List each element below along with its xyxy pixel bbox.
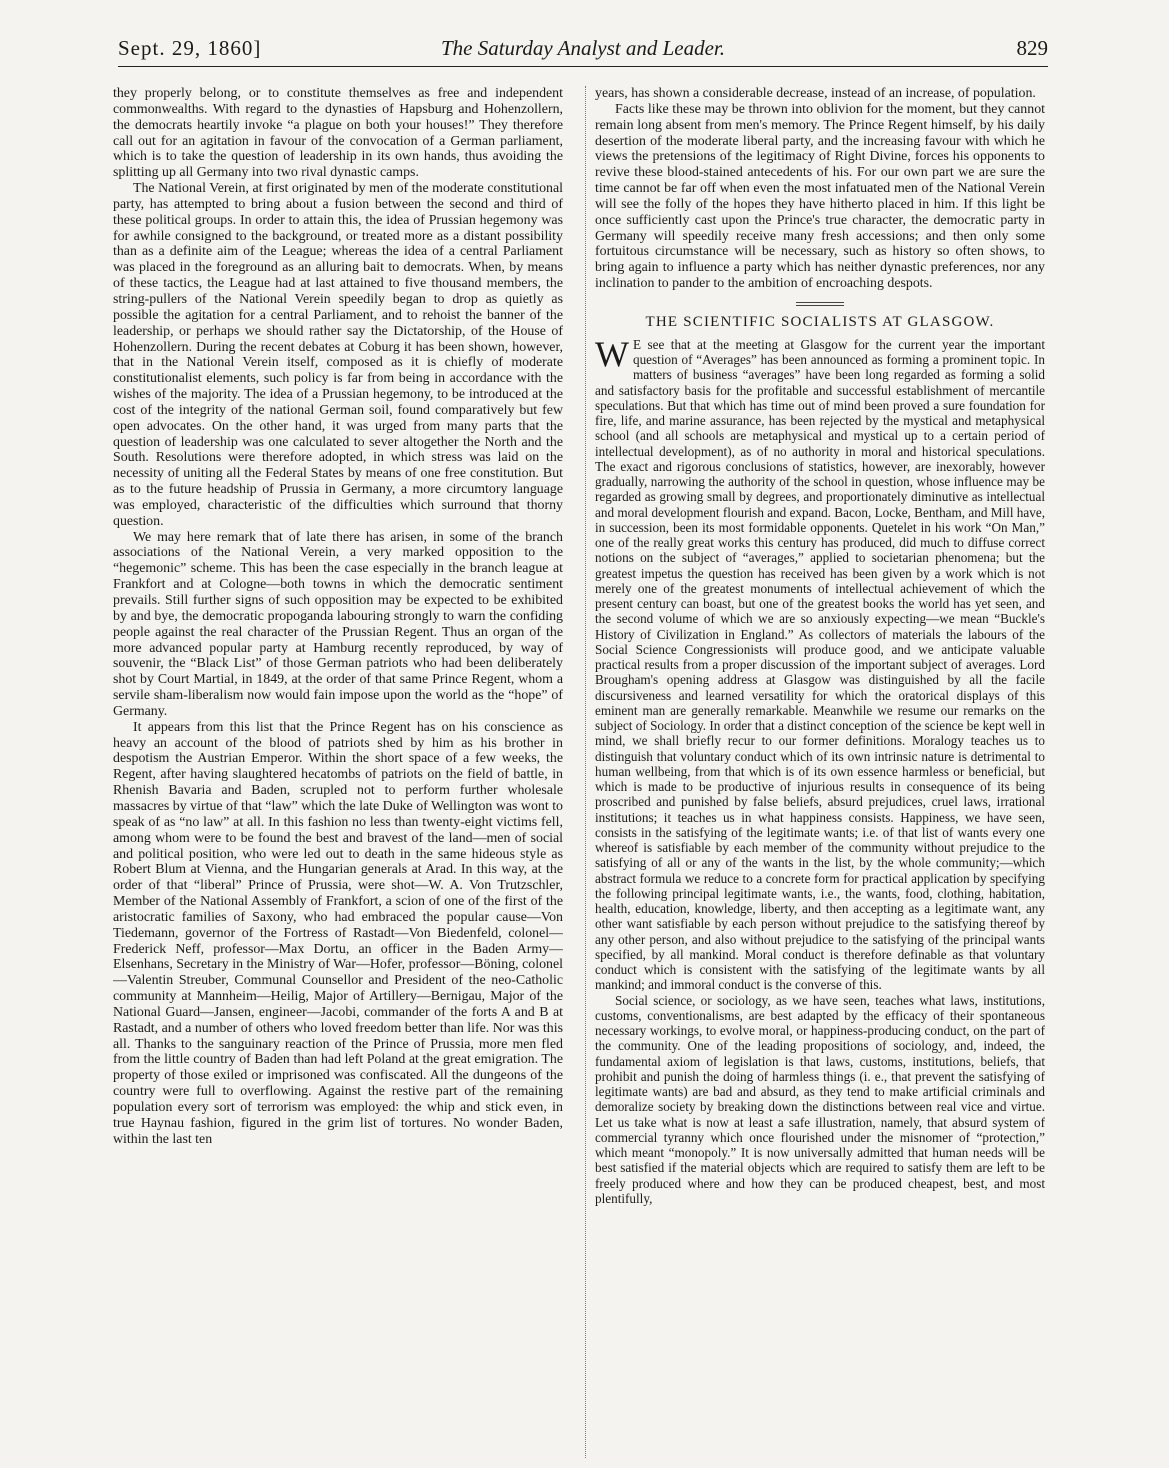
section-divider [796, 302, 844, 306]
paragraph: Social science, or sociology, as we have seen, teaches what laws, institutions, customs, conventionalisms, are best adapted by the efficacy of their spontaneous necessary workings, to evolve moral, or happiness-producing conduct, on the part of the community. One of the leading propositions of sociology, and, indeed, the fundamental axiom of legislation is that laws, customs, institutions, beliefs, that prohibit and punish the doing of harmless things (i. e., that prevent the satisfying of legitimate wants) are bad and absurd, as they tend to make artificial criminals and demoralize society by breaking down the distinctions between real vice and virtue. Let us take what is now at least a safe illustration, namely, that absurd system of commercial tyranny which once flourished under the misnomer of “protection,” which meant “monopoly.” It is now universally admitted that human needs will be best satisfied if the material objects which are required to satisfy them are left to be freely produced where and how they can be produced cheapest, best, and most plentifully, [595, 992, 1045, 1206]
publication-title: The Saturday Analyst and Leader. [440, 36, 726, 60]
paragraph: Facts like these may be thrown into oblivion for the moment, but they cannot remain long absent from men's memory. The Prince Regent himself, by his daily desertion of the moderate liberal party, and the increasing favour with which he views the pretensions of the legitimacy of Right Divine, forces his opponents to revive these blood-stained antecedents of his. For our own part we are sure the time cannot be far off when even the most infatuated men of the National Verein will see the folly of the hopes they have hitherto placed in him. If this light be once sufficiently cast upon the Prince's true character, the democratic party in Germany will speedily receive many fresh accessions; and then only some fortuitous circumstance will be necessary, such as history so often shows, to bring again to influence a party which has neither dynastic preferences, nor any inclination to pander to the ambition of encroaching despots. [595, 101, 1045, 292]
right-column [595, 86, 1045, 1462]
article-title: THE SCIENTIFIC SOCIALISTS AT GLASGOW. [645, 313, 995, 330]
paragraph: they properly belong, or to constitute themselves as free and independent commonwealths. With regard to the dynasties of Hapsburg and Hohenzollern, the democrats heartily invoke “a plague on both your houses!” They therefore call out for an agitation in favour of the convocation of a German parliament, which is to take the question of leadership in its own hands, thus avoiding the splitting up all Germany into two rival dynastic camps. [113, 86, 563, 181]
drop-cap: W [595, 333, 629, 374]
paragraph: years, has shown a considerable decrease, instead of an increase, of population. [595, 86, 1036, 101]
paragraph [595, 333, 1045, 993]
page-header [118, 36, 1048, 67]
page-number: 829 [1016, 36, 1048, 60]
paragraph-text: E see that at the meeting at Glasgow for the current year the important question of “Averages” has been announced as forming a prominent topic. In matters of business “averages” have been long regarded as forming a solid and satisfactory basis for the profitable and successful establishment of mercantile speculations. But that which has time out of mind been proved a sure foundation for fire, life, and marine assurance, has been rejected by the mystical and metaphysical school (and all schools are metaphysical and mystical up to a certain period of intellectual development), as of no authority in moral and historical speculations. The exact and rigorous conclusions of statistics, however, are inexorably, however gradually, narrowing the authority of the school in question, whose influence may be regarded as growing small by degrees, and proportionately diminutive as intellectual and moral development flourish and expand. Bacon, Locke, Bentham, and Mill have, in succession, been its most formidable opponents. Quetelet in his work “On Man,” one of the really great works this century has produced, did much to diffuse correct notions on the subject of “averages,” applied to societarian phenomena; but the greatest impetus the question has received has been given by a work which is not merely one of the greatest monuments of intellectual achievement of which the present century can boast, but one of the greatest books the world has yet seen, and the second volume of which we are so anxiously expecting—we mean “Buckle's History of Civilization in England.” As collectors of materials the labours of the Social Science Congressionists will produce good, and we anticipate valuable practical results from a proper discussion of the important subject of averages. Lord Brougham's opening address at Glasgow was distinguished by all the facile discursiveness and learned versatility for which the oratorical displays of this eminent man are generally remarkable. Meanwhile we resume our remarks on the subject of Sociology. In order that a distinct conception of the science be kept well in mind, we shall briefly recur to our former definitions. Moralogy teaches us to distinguish that voluntary conduct which of its own intrinsic nature is detrimental to human wellbeing, from that which is of its own essence harmless or beneficial, but which is made to be productive of injurious results in consequence of its being proscribed and punished by false beliefs, absurd prejudices, cruel laws, irrational institutions; it teaches us in what happiness consists. Happiness, we have seen, consists in the satisfying of the legitimate wants; i.e. of that list of wants every one whereof is satisfiable by each member of the community without prejudice to the satisfying of all or any of the wants in the list, by the whole community;—which abstract formula we reduce to a concrete form for practical application by specifying the following principal legitimate wants, i.e., the wants, food, clothing, habitation, health, education, knowledge, liberty, and then accepting as a legitimate want, any other want satisfiable by each person without prejudice to the satisfying thereof by any other person, and also without prejudice to the satisfying of the principal wants specified, by all mankind. Moral conduct is therefore definable as that voluntary conduct which is consistent with the satisfying of the legitimate wants by all mankind; and immoral conduct is the converse of this. [595, 336, 1045, 993]
paragraph: The National Verein, at first originated by men of the moderate constitutional party, has attempted to bring about a fusion between the second and third of these political groups. In order to attain this, the idea of Prussian hegemony was for awhile consigned to the background, or treated more as a distant possibility than as a definite aim of the League; whereas the idea of a central Parliament was placed in the foreground as an alluring bait to democrats. When, by means of these tactics, the League had at last attained to five thousand members, the string-pullers of the National Verein speedily began to drop as quietly as possible the agitation for a central Parliament, and to rehoist the banner of the leadership, or perhaps we should rather say the Dictatorship, of the House of Hohenzollern. During the recent debates at Coburg it has been shown, however, that in the National Verein itself, composed as it is chiefly of moderate constitutionalist elements, such policy is far from being in accordance with the wishes of the majority. The idea of a Prussian hegemony, to be introduced at the cost of the integrity of the national German soil, found comparatively but few open advocates. On the other hand, it was urged from many parts that the question of leadership was one calculated to sever altogether the North and the South. Resolutions were therefore adopted, in which stress was laid on the necessity of uniting all the Federal States by means of one free constitution. But as to the future headship of Prussia in Germany, a more circumtory language was employed, characteristic of the difficulties which surround that thorny question. [113, 181, 563, 529]
issue-date: Sept. 29, 1860] [118, 36, 262, 60]
article-body [595, 333, 1045, 1206]
left-column [113, 86, 563, 1462]
column-divider [585, 86, 586, 1458]
paragraph: It appears from this list that the Prince Regent has on his conscience as heavy an account of the blood of patriots shed by him as his brother in despotism the Austrian Emperor. Within the short space of a few weeks, the Regent, after having slaughtered hecatombs of patriots on the field of battle, in Rhenish Bavaria and Baden, scrupled not to perform further wholesale massacres by virtue of that “law” which the late Duke of Wellington was wont to speak of as “no law” at all. In this fashion no less than twenty-eight victims fell, among whom were to be found the best and bravest of the land—men of social and political position, who were led out to death in the same hideous style as Robert Blum at Vienna, and the Hungarian generals at Arad. In this way, at the order of that “liberal” Prince of Prussia, were shot—W. A. Von Trutzschler, Member of the National Assembly of Frankfort, a scion of one of the first of the aristocratic families of Saxony, who had embraced the popular cause—Von Tiedemann, governor of the Fortress of Rastadt—Von Biedenfeld, colonel—Frederick Neff, professor—Max Dortu, an officer in the Baden Army—Elsenhans, Secretary in the Ministry of War—Hofer, professor—Böning, colonel—Valentin Streuber, Communal Counsellor and President of the neo-Catholic community at Mannheim—Heilig, Major of Artillery—Bernigau, Major of the National Guard—Jansen, engineer—Jacobi, commander of the forts A and B at Rastadt, and a number of others who loved freedom better than life. Nor was this all. Thanks to the sanguinary reaction of the Prince of Prussia, more men fled from the little country of Baden than had left Poland at the great emigration. The property of those exiled or imprisoned was confiscated. All the dungeons of the country were full to overflowing. Against the restive part of the remaining population every sort of terrorism was employed: the whip and stick even, in true Haynau fashion, figured in the grim list of tortures. No wonder Baden, within the last ten [113, 719, 563, 1147]
paragraph: We may here remark that of late there has arisen, in some of the branch associations of the National Verein, a very marked opposition to the “hegemonic” scheme. This has been the case especially in the branch league at Frankfort and at Cologne—both towns in which the democratic sentiment prevails. Still further signs of such opposition may be expected to be exhibited by and bye, the democratic propoganda labouring strongly to warn the confiding people against the real character of the Prussian Regent. Thus an organ of the more advanced popular party at Hamburg recently reproduced, by way of souvenir, the “Black List” of those German patriots who had been deliberately shot by Court Martial, in 1849, at the order of that same Prince Regent, whom a servile sham-liberalism now would fain impose upon the world as the “hope” of Germany. [113, 529, 563, 719]
